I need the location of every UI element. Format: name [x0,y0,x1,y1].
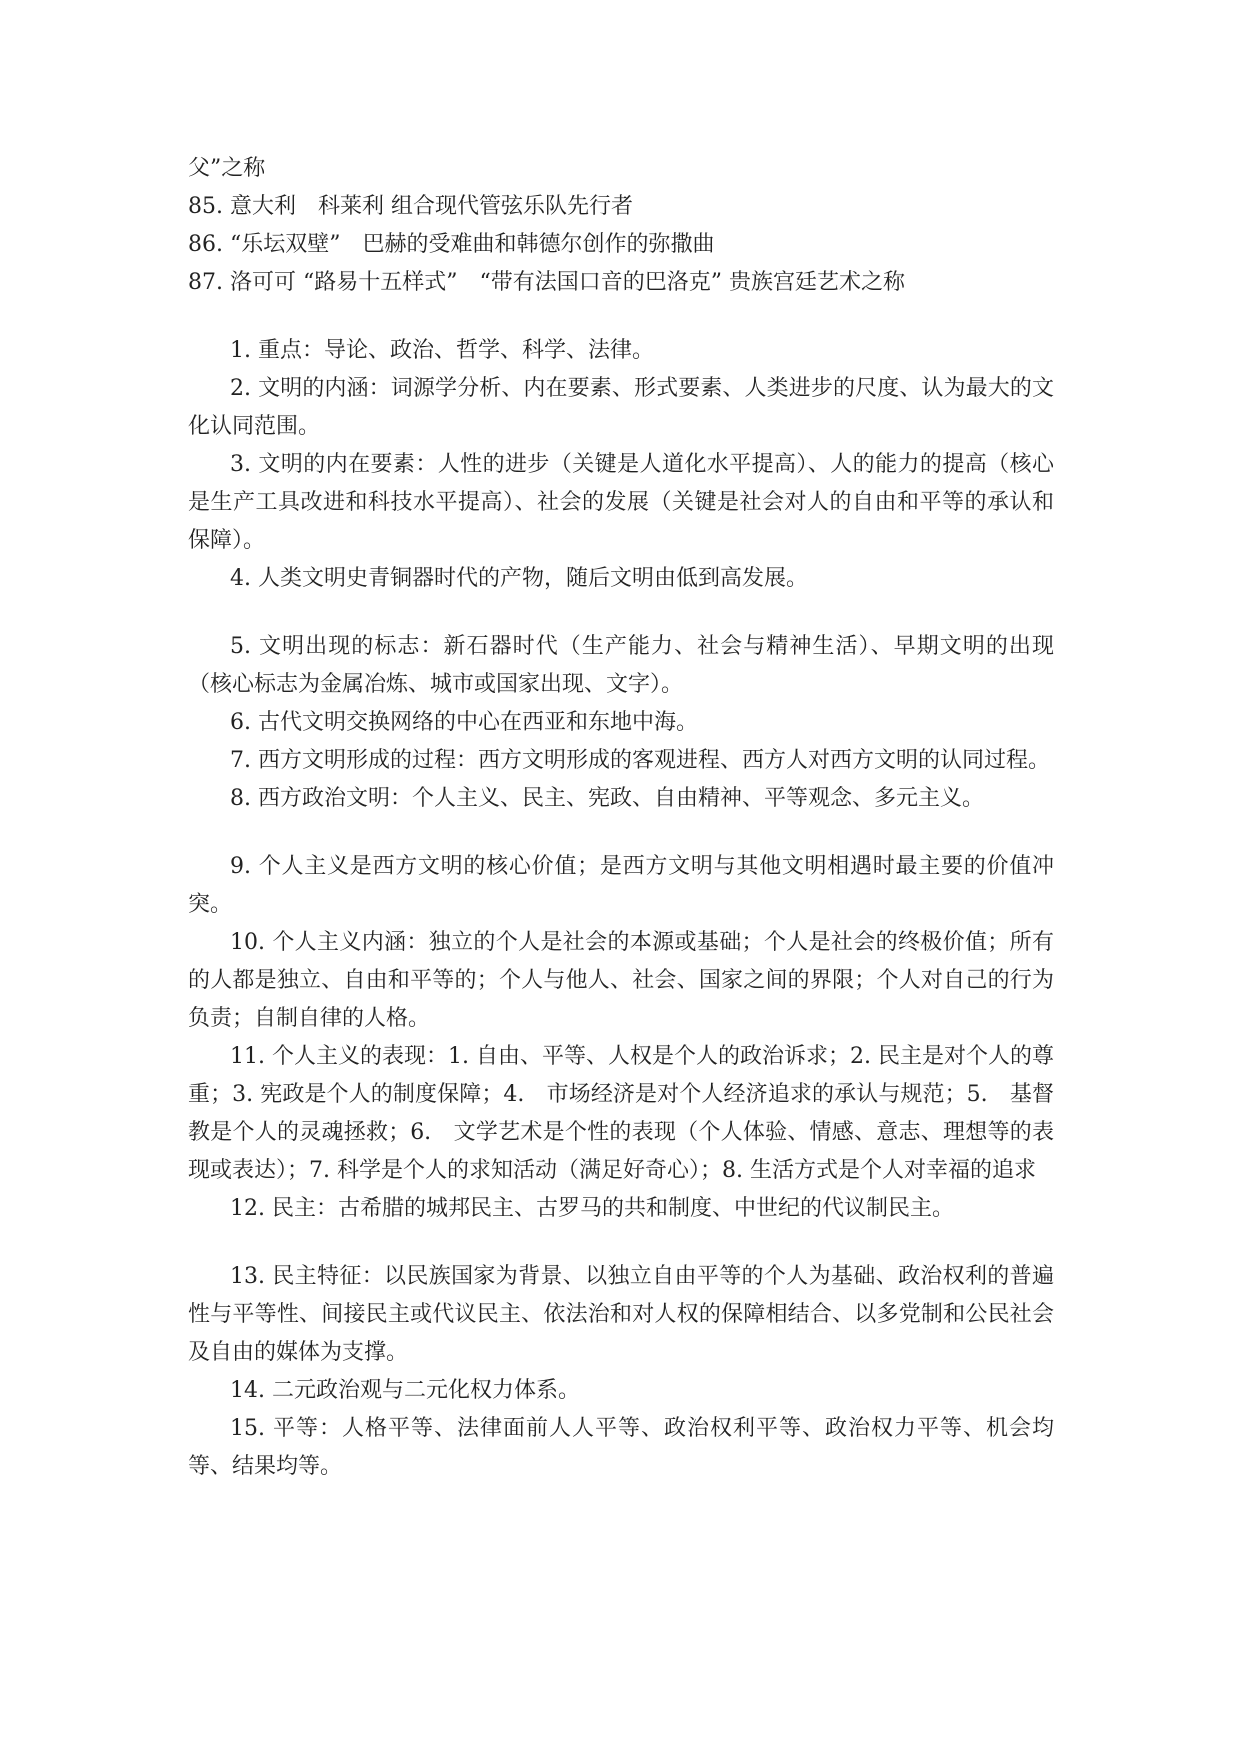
list-item: 8. 西方政治文明：个人主义、民主、宪政、自由精神、平等观念、多元主义。 [230,786,984,811]
list-item: 9. 个人主义是西方文明的核心价值；是西方文明与其他文明相遇时最主要的价值冲突。 [188,854,1054,917]
list-item: 15. 平等：人格平等、法律面前人人平等、政治权利平等、政治权力平等、机会均等、结果均等。 [188,1416,1054,1479]
text-line: 85. 意大利 科莱利 组合现代管弦乐队先行者 [188,194,633,219]
text-line: 父”之称 [188,156,266,181]
spacer [188,302,1054,332]
list-item: 6. 古代文明交换网络的中心在西亚和东地中海。 [230,710,698,735]
list-item: 10. 个人主义内涵：独立的个人是社会的本源或基础；个人是社会的终极价值；所有的人都是独立、自由和平等的；个人与他人、社会、国家之间的界限；个人对自己的行为负责；自制自律的人格。 [188,930,1054,1031]
list-item: 4. 人类文明史青铜器时代的产物，随后文明由低到高发展。 [230,566,808,591]
spacer [188,1228,1054,1258]
list-item: 2. 文明的内涵：词源学分析、内在要素、形式要素、人类进步的尺度、认为最大的文化认同范围。 [188,376,1054,439]
list-item: 13. 民主特征：以民族国家为背景、以独立自由平等的个人为基础、政治权利的普遍性与平等性、间接民主或代议民主、依法治和对人权的保障相结合、以多党制和公民社会及自由的媒体为支撑。 [188,1264,1054,1365]
list-item: 14. 二元政治观与二元化权力体系。 [230,1378,580,1403]
list-item: 11. 个人主义的表现：1. 自由、平等、人权是个人的政治诉求；2. 民主是对个人的尊重；3. 宪政是个人的制度保障；4. 市场经济是对个人经济追求的承认与规范；5. 基督教是个人的灵魂拯救；6. 文学艺术是个性的表现（个人体验、情感、意志、理想等的表现或表达）；7. 科学是个人的求知活动（满足好奇心）；8. 生活方式是个人对幸福的追求 [188,1044,1054,1183]
list-item: 7. 西方文明形成的过程：西方文明形成的客观进程、西方人对西方文明的认同过程。 [230,748,1050,773]
text-line: 87. 洛可可 “路易十五样式” “带有法国口音的巴洛克” 贵族宫廷艺术之称 [188,270,905,295]
list-item: 5. 文明出现的标志：新石器时代（生产能力、社会与精神生活）、早期文明的出现（核心标志为金属冶炼、城市或国家出现、文字）。 [188,634,1054,697]
list-item: 3. 文明的内在要素：人性的进步（关键是人道化水平提高）、人的能力的提高（核心是生产工具改进和科技水平提高）、社会的发展（关键是社会对人的自由和平等的承认和保障）。 [188,452,1054,553]
spacer [188,598,1054,628]
document-body [188,150,1054,1486]
text-line: 86. “乐坛双壁” 巴赫的受难曲和韩德尔创作的弥撒曲 [188,232,715,257]
list-item: 1. 重点：导论、政治、哲学、科学、法律。 [230,338,654,363]
spacer [188,818,1054,848]
list-item: 12. 民主：古希腊的城邦民主、古罗马的共和制度、中世纪的代议制民主。 [230,1196,954,1221]
